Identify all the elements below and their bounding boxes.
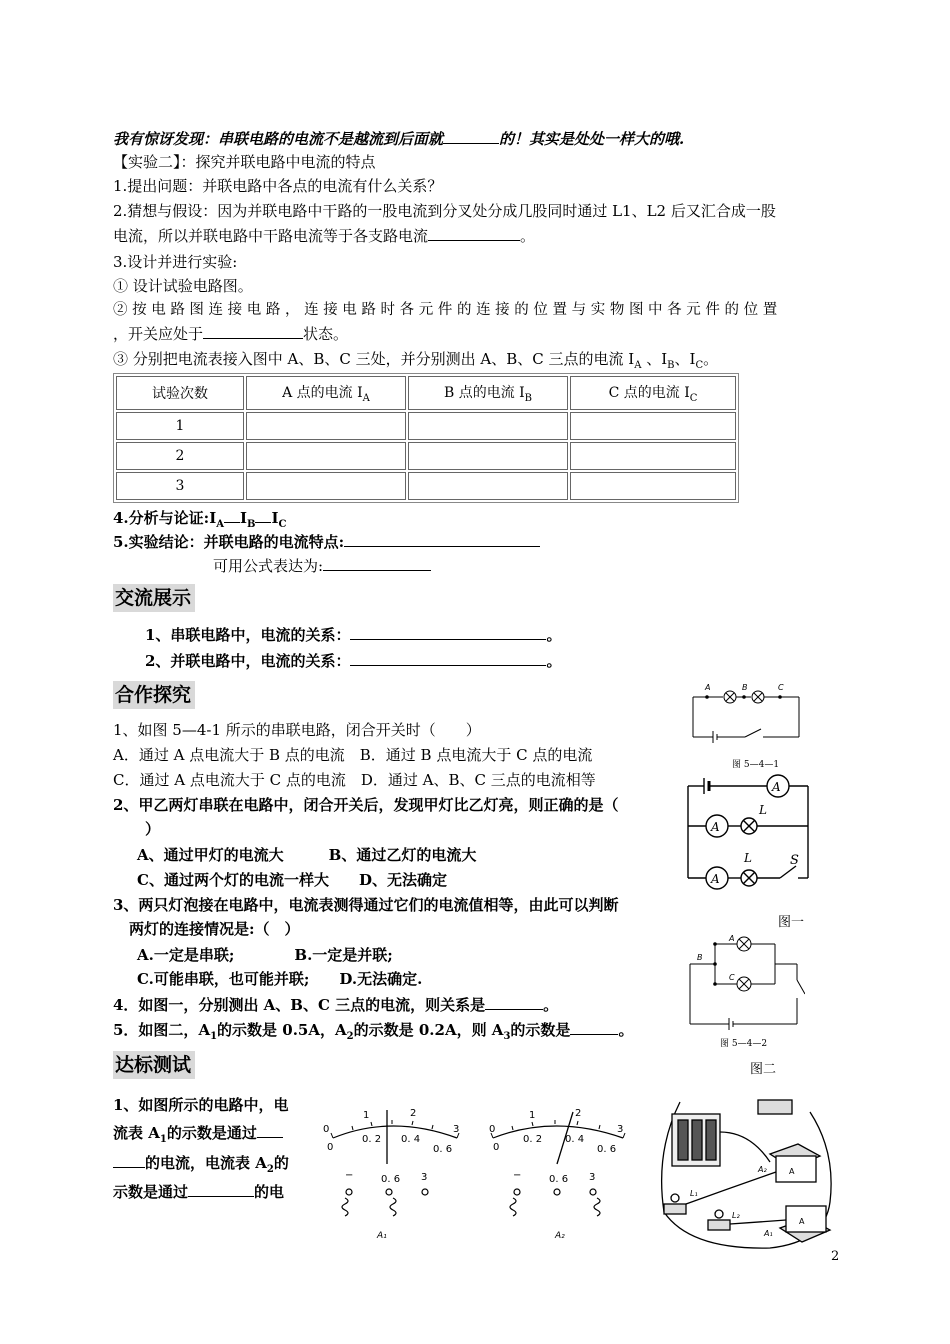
exp2-q2c-text: 。 — [520, 227, 536, 245]
blank — [350, 650, 546, 666]
physical-circuit-figure — [650, 1092, 840, 1252]
scale-0: 0 — [489, 1124, 496, 1135]
terminal-3: 3 — [421, 1172, 428, 1183]
dial-label: A — [799, 1217, 805, 1226]
exchange-text: 1、串联电路中，电流的关系： — [145, 626, 351, 644]
meter-a2-label: A₂ — [555, 1231, 565, 1241]
coop-q1: 1、如图 5—4-1 所示的串联电路，闭合开关时（ ） — [113, 721, 481, 739]
label-a2: A₂ — [758, 1165, 767, 1174]
parallel-ammeter-figure — [680, 770, 830, 894]
sub-c: C — [695, 360, 704, 371]
coop-q2: 2、甲乙两灯串联在电路中，闭合开关后，发现甲灯比乙灯亮，则正确的是（ — [113, 796, 619, 814]
coop-q2-b: ） — [145, 820, 161, 838]
ammeter-dial-a1 — [315, 1100, 470, 1245]
exp2-s2b-text: ，开关应处于 — [113, 325, 204, 343]
test-text: 的电 — [254, 1183, 285, 1201]
test-text: 流表 A — [113, 1124, 160, 1142]
exp2-s3-mid1: 、I — [641, 350, 668, 368]
table-cell — [570, 442, 736, 470]
exp2-s3-mid2: 、I — [674, 350, 696, 368]
surprise-line — [113, 128, 684, 150]
scale-0-low: 0 — [493, 1142, 500, 1153]
exp2-s2c-text: 状态。 — [303, 325, 349, 343]
scale-02: 0. 2 — [523, 1134, 543, 1145]
surprise-text-b: 的！其实是处处一样大的哦. — [499, 130, 685, 148]
test-text: 示数是通过 — [113, 1183, 189, 1201]
header-sub: C — [689, 392, 698, 404]
scale-02: 0. 2 — [362, 1134, 382, 1145]
scale-0-low: 0 — [327, 1142, 334, 1153]
parallel-lamp-figure — [685, 930, 805, 1030]
table-row — [116, 412, 736, 440]
scale-04: 0. 4 — [401, 1134, 421, 1145]
table-cell — [570, 412, 736, 440]
sub-2: 2 — [346, 1031, 354, 1042]
fig-1-caption: 图一 — [778, 915, 805, 930]
table-cell — [408, 472, 568, 500]
label-a: A — [705, 683, 711, 692]
scale-06: 0. 6 — [597, 1144, 617, 1155]
scale-3: 3 — [453, 1124, 460, 1135]
table-cell — [570, 472, 736, 500]
table-cell — [246, 472, 406, 500]
test-line-3 — [113, 1152, 289, 1181]
sub-2: 2 — [266, 1164, 274, 1175]
ammeter-a3-label: A — [711, 872, 720, 886]
table-header — [570, 376, 736, 410]
row-number: 1 — [116, 412, 244, 440]
label-b: B — [742, 683, 748, 692]
lamp-l1-label: L — [759, 803, 767, 817]
exp2-s3-end: 。 — [703, 350, 719, 368]
header-text: A 点的电流 I — [282, 385, 363, 402]
blank — [255, 507, 271, 523]
blank — [570, 1019, 618, 1035]
test-line-1: 1、如图所示的电路中，电 — [113, 1096, 289, 1114]
terminal-06: 0. 6 — [381, 1174, 401, 1185]
exp2-title: 【实验二】：探究并联电路中电流的特点 — [113, 153, 376, 171]
dial-label: A — [789, 1167, 795, 1176]
cooperate-heading: 合作探究 — [113, 681, 195, 709]
test-heading: 达标测试 — [113, 1051, 195, 1079]
fig-541-caption: 图 5—4—1 — [732, 760, 780, 770]
header-text: 试验次数 — [152, 386, 208, 402]
exp2-s2a: ② 按 电 路 图 连 接 电 路 ， 连 接 电 路 时 各 元 件 的 连 接 的 位 置 与 实 物 图 中 各 元 件 的 位 置 — [113, 302, 778, 318]
exchange-item-1 — [145, 624, 561, 646]
scale-3: 3 — [617, 1124, 624, 1135]
scale-04: 0. 4 — [565, 1134, 585, 1145]
exchange-item-2 — [145, 650, 561, 672]
exp2-s3-text: ③ 分别把电流表接入图中 A、B、C 三处，并分别测出 A、B、C 三点的电流 I — [113, 350, 635, 368]
test-text: 的 — [273, 1154, 289, 1172]
scale-2: 2 — [410, 1108, 417, 1119]
label-l2: L₂ — [732, 1211, 740, 1220]
scale-1: 1 — [529, 1110, 536, 1121]
row-number: 2 — [116, 442, 244, 470]
exp2-q2a: 2.猜想与假设：因为并联电路中干路的一股电流到分叉处分成几股同时通过 L1、L2 后又汇合成一股 — [113, 202, 776, 220]
blank — [224, 507, 240, 523]
exchange-text: 2、并联电路中，电流的关系： — [145, 652, 351, 670]
coop-q5-text-c: 的示数是 0.2A，则 A — [353, 1021, 504, 1039]
lamp-l2-label: L — [744, 851, 752, 865]
coop-q3: 3、两只灯泡接在电路中，电流表测得通过它们的电流值相等，由此可以判断 — [113, 896, 619, 914]
table-header-row — [116, 376, 736, 410]
exchange-end: 。 — [546, 652, 562, 670]
coop-q1-ab: A．通过 A 点电流大于 B 点的电流 B．通过 B 点电流大于 C 点的电流 — [113, 746, 593, 764]
fig-2-caption: 图二 — [750, 1062, 777, 1077]
label-a: A — [729, 934, 735, 943]
table-cell — [246, 442, 406, 470]
formula-text: 可用公式表达为: — [213, 557, 324, 575]
page-number: 2 — [831, 1249, 840, 1264]
blank — [350, 624, 546, 640]
coop-q5-text-b: 的示数是 0.5A，A — [217, 1021, 347, 1039]
blank — [323, 555, 431, 571]
ammeter-dial-a2 — [485, 1100, 640, 1245]
conclusion-text: 5.实验结论：并联电路的电流特点: — [113, 533, 345, 551]
scale-2: 2 — [575, 1108, 582, 1119]
table-header — [116, 376, 244, 410]
exp2-q1: 1.提出问题：并联电路中各点的电流有什么关系？ — [113, 177, 443, 195]
exchange-heading: 交流展示 — [113, 584, 195, 612]
blank — [113, 1152, 145, 1168]
analysis-i: I — [239, 509, 248, 527]
sub-a: A — [216, 519, 224, 530]
table-cell — [408, 412, 568, 440]
scale-0: 0 — [323, 1124, 330, 1135]
coop-q2-ab: A、通过甲灯的电流大 B、通过乙灯的电流大 — [137, 846, 477, 864]
blank — [443, 128, 499, 144]
switch-s-label: S — [790, 853, 799, 868]
label-a1: A₁ — [764, 1229, 773, 1238]
label-b: B — [697, 953, 703, 962]
exp2-s1: ① 设计试验电路图。 — [113, 277, 253, 295]
experiment-table — [113, 373, 739, 503]
coop-q5-end: 。 — [618, 1021, 634, 1039]
coop-q3-cd: C.可能串联，也可能并联; D.无法确定. — [137, 970, 423, 988]
table-cell — [246, 412, 406, 440]
test-text: 的电流，电流表 A — [145, 1154, 267, 1172]
scale-1: 1 — [363, 1110, 370, 1121]
terminal-minus: − — [513, 1170, 522, 1181]
surprise-text-a: 我有惊讶发现：串联电路的电流不是越流到后面就 — [113, 130, 444, 148]
ammeter-a1-label: A — [772, 780, 781, 794]
coop-q4 — [113, 994, 558, 1016]
meter-a1-label: A₁ — [377, 1231, 387, 1241]
sub-1: 1 — [210, 1031, 218, 1042]
sub-b: B — [667, 360, 675, 371]
series-circuit-figure — [685, 680, 805, 758]
table-row — [116, 442, 736, 470]
coop-q4-end: 。 — [543, 996, 559, 1014]
row-number: 3 — [116, 472, 244, 500]
fig-542-caption: 图 5—4—2 — [720, 1039, 768, 1049]
analysis-text: 4.分析与论证:I — [113, 509, 217, 527]
header-text: B 点的电流 I — [443, 385, 525, 402]
coop-q5-text: 5．如图二，A — [113, 1021, 211, 1039]
blank — [203, 323, 303, 339]
terminal-3: 3 — [589, 1172, 596, 1183]
exp2-q2b-text: 电流，所以并联电路中干路电流等于各支路电流 — [113, 227, 429, 245]
label-l1: L₁ — [690, 1189, 698, 1198]
header-sub: B — [524, 392, 533, 404]
sub-3: 3 — [503, 1031, 511, 1042]
test-text: 的示数是通过 — [166, 1124, 257, 1142]
conclusion-line — [113, 531, 540, 553]
exp2-q2b — [113, 225, 535, 247]
header-text: C 点的电流 I — [608, 385, 690, 402]
formula-line — [213, 555, 431, 577]
terminal-06: 0. 6 — [549, 1174, 569, 1185]
sub-c: C — [278, 519, 287, 530]
header-sub: A — [362, 392, 370, 404]
terminal-minus: − — [345, 1170, 354, 1181]
blank — [344, 531, 540, 547]
sub-b: B — [247, 519, 256, 530]
label-c: C — [778, 683, 784, 692]
exp2-s2b — [113, 323, 348, 345]
coop-q5-text-d: 的示数是 — [510, 1021, 571, 1039]
coop-q3-b: 两灯的连接情况是:（ ） — [129, 920, 300, 938]
table-row — [116, 472, 736, 500]
table-header — [408, 376, 568, 410]
coop-q3-ab: A.一定是串联; B.一定是并联; — [137, 946, 393, 964]
exchange-end: 。 — [546, 626, 562, 644]
blank — [485, 994, 543, 1010]
sub-a: A — [634, 360, 642, 371]
coop-q5 — [113, 1019, 633, 1048]
blank — [188, 1181, 254, 1197]
ammeter-a2-label: A — [711, 820, 720, 834]
scale-06: 0. 6 — [433, 1144, 453, 1155]
coop-q2-cd: C、通过两个灯的电流一样大 D、无法确定 — [137, 871, 447, 889]
coop-q1-cd: C．通过 A 点电流大于 C 点的电流 D．通过 A、B、C 三点的电流相等 — [113, 771, 596, 789]
analysis-i: I — [271, 509, 279, 527]
blank — [428, 225, 520, 241]
sub-1: 1 — [159, 1134, 167, 1145]
table-cell — [408, 442, 568, 470]
coop-q4-text: 4．如图一，分别测出 A、B、C 三点的电流，则关系是 — [113, 996, 486, 1014]
table-header — [246, 376, 406, 410]
label-c: C — [729, 973, 735, 982]
blank — [257, 1122, 283, 1138]
test-line-2 — [113, 1122, 283, 1151]
exp2-q3: 3.设计并进行实验: — [113, 253, 238, 271]
test-line-4 — [113, 1181, 284, 1203]
